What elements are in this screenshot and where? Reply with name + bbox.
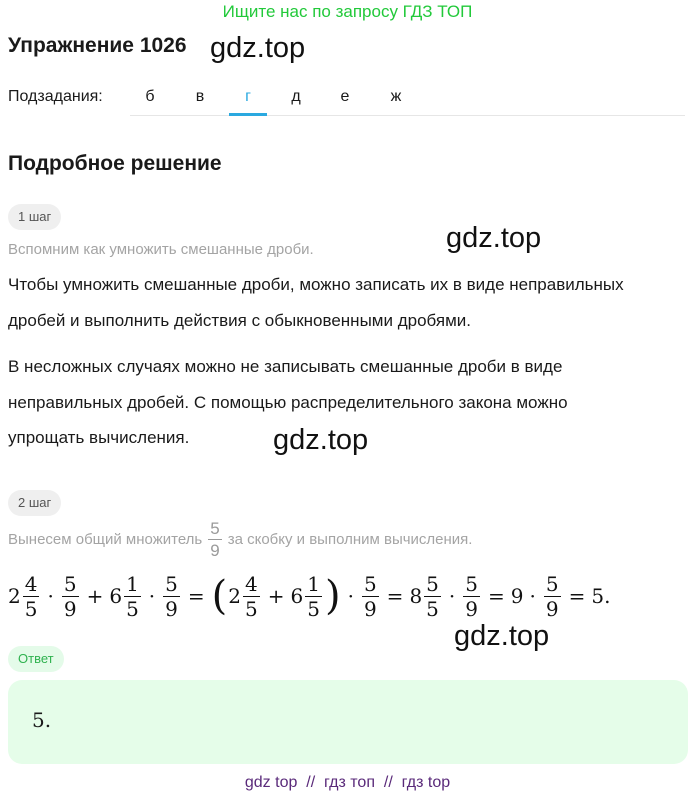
operator-dot: · (347, 584, 354, 608)
operator-plus: + (86, 584, 104, 608)
watermark: gdz.top (446, 222, 542, 254)
operator-equals: = (386, 584, 404, 608)
watermark: gdz.top (210, 32, 306, 64)
step-1-badge: 1 шаг (8, 204, 61, 230)
denominator: 9 (165, 596, 178, 621)
hint-fraction (208, 520, 221, 559)
step-1-paragraph-2-line-1: В несложных случаях можно не записывать смешанные дроби в виде (8, 357, 563, 376)
sum-whole: 8 (409, 584, 423, 608)
numerator: 5 (165, 571, 178, 596)
subtasks-label: Подзадания: (8, 88, 103, 105)
watermark: gdz.top (454, 620, 550, 652)
step-1-paragraph-2-line-3: упрощать вычисления. (8, 428, 190, 447)
denominator: 9 (465, 596, 478, 621)
denominator: 9 (545, 596, 559, 621)
numerator: 5 (63, 571, 77, 596)
numerator: 5 (426, 571, 439, 596)
step-2-badge: 2 шаг (8, 490, 61, 516)
operator-dot: · (529, 584, 536, 608)
denominator: 5 (307, 596, 320, 621)
tab-v[interactable]: в (195, 88, 205, 105)
denominator: 5 (245, 596, 258, 621)
multiplier-fraction (163, 571, 180, 621)
tab-g[interactable]: г (245, 88, 251, 105)
operator-dot: · (448, 584, 456, 608)
search-banner: Ищите нас по запросу ГДЗ ТОП (222, 2, 473, 21)
numerator: 5 (465, 571, 478, 596)
mixed-b-whole: 6 (290, 584, 304, 608)
hint-fraction-denominator: 9 (210, 541, 220, 560)
denominator: 9 (63, 596, 77, 621)
sum-fraction (424, 571, 441, 621)
mixed-b-fraction (305, 571, 322, 621)
denominator: 5 (426, 596, 439, 621)
section-title: Подробное решение (8, 152, 222, 175)
operator-plus: + (267, 584, 285, 608)
mixed-a-whole: 2 (8, 584, 21, 608)
mixed-a-whole: 2 (228, 584, 241, 608)
mixed-b-fraction (124, 571, 141, 621)
step-1-paragraph-1-line-2: дробей и выполнить действия с обыкновенными дробями. (8, 311, 472, 330)
active-tab-indicator (229, 113, 267, 116)
step-1-paragraph-1-line-1: Чтобы умножить смешанные дроби, можно записать их в виде неправильных (8, 275, 624, 294)
numerator: 5 (545, 571, 559, 596)
hint-fraction-numerator: 5 (210, 519, 220, 538)
step-2-hint (8, 520, 472, 559)
step-1-hint: Вспомним как умножить смешанные дроби. (8, 241, 314, 258)
operator-dot: · (148, 584, 156, 608)
tabs-divider (130, 115, 685, 116)
mixed-a-fraction (243, 571, 260, 621)
operator-equals: = (568, 584, 586, 608)
tab-zh[interactable]: ж (390, 88, 402, 105)
numerator: 1 (126, 571, 139, 596)
multiplier-fraction (362, 571, 379, 621)
solution-formula (8, 566, 610, 626)
footer-links[interactable]: gdz top // гдз топ // гдз top (244, 774, 451, 791)
numerator: 4 (245, 571, 258, 596)
tab-b[interactable]: б (145, 88, 155, 105)
exercise-title: Упражнение 1026 (8, 34, 187, 57)
operator-equals: = (187, 584, 205, 608)
tab-d[interactable]: д (291, 88, 301, 105)
step-2-hint-after: за скобку и выполним вычисления. (227, 531, 473, 548)
factor-nine: 9 (510, 584, 524, 608)
multiplier-fraction (62, 571, 79, 621)
step-1-paragraph-2-line-2: неправильных дробей. С помощью распределительного закона можно (8, 393, 568, 412)
answer-value: 5. (32, 708, 52, 732)
tab-e[interactable]: е (340, 88, 350, 105)
denominator: 9 (363, 596, 377, 621)
numerator: 5 (363, 571, 377, 596)
watermark: gdz.top (273, 424, 369, 456)
mixed-b-whole: 6 (109, 584, 123, 608)
formula-result: 5. (591, 584, 611, 608)
answer-badge: Ответ (8, 646, 64, 672)
multiplier-fraction (544, 571, 561, 621)
denominator: 5 (126, 596, 139, 621)
numerator: 4 (24, 571, 38, 596)
answer-box (8, 680, 688, 764)
right-paren: ) (324, 573, 341, 619)
operator-dot: · (47, 584, 54, 608)
numerator: 1 (307, 571, 320, 596)
denominator: 5 (24, 596, 38, 621)
left-paren: ( (211, 573, 228, 619)
mixed-a-fraction (23, 571, 40, 621)
step-2-hint-before: Вынесем общий множитель (8, 531, 203, 548)
multiplier-fraction (463, 571, 480, 621)
operator-equals: = (488, 584, 505, 608)
